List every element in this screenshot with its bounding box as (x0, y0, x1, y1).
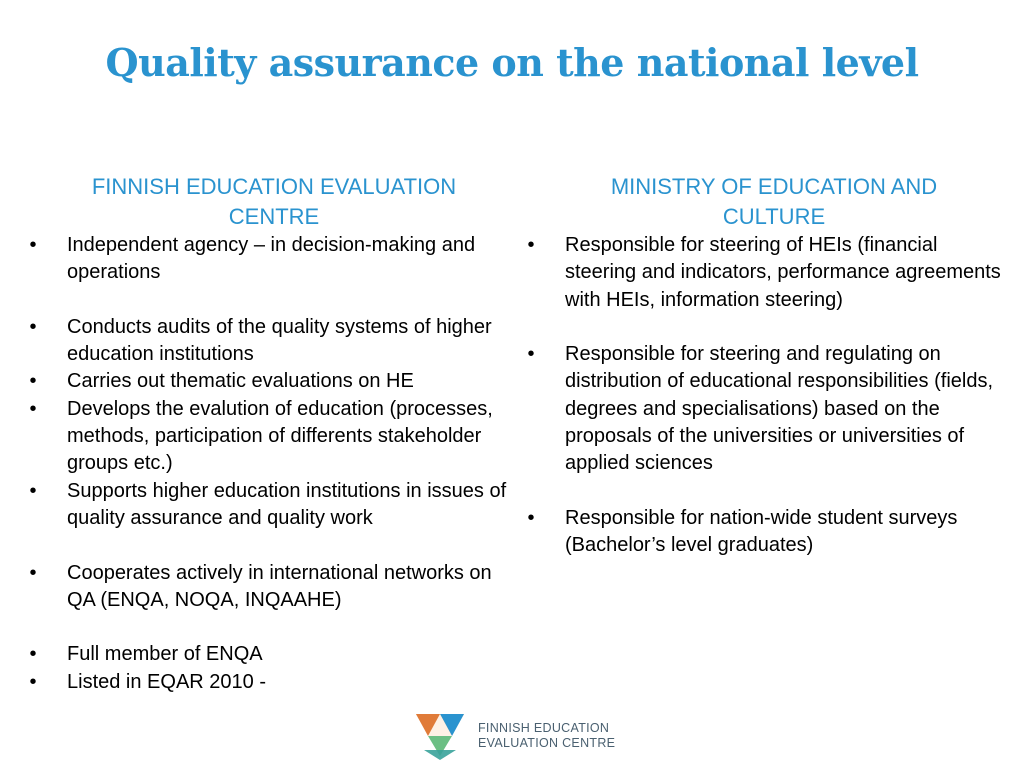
right-heading-line1: MINISTRY OF EDUCATION AND (610, 174, 938, 199)
bullet-icon: • (29, 561, 37, 584)
left-heading-line2: CENTRE (228, 204, 320, 229)
list-item-text: Carries out thematic evaluations on HE (67, 370, 414, 393)
list-item-text: Cooperates actively in international networks on QA (ENQA, NOQA, INQAAHE) (67, 561, 492, 611)
bullet-icon: • (29, 479, 37, 502)
bullet-icon: • (29, 370, 37, 393)
list-item (26, 669, 522, 696)
triangle-logo-icon (414, 710, 466, 762)
list-item-text: Responsible for steering and regulating on distribution of educational responsibilities (fields, degrees and specialisations) based on the proposals of the universities or universities of applied sciences (565, 343, 994, 475)
logo-text-line1: FINNISH EDUCATION (478, 721, 610, 735)
right-column (524, 172, 1014, 560)
list-item (26, 368, 522, 395)
list-item-text: Supports higher education institutions in issues of quality assurance and quality work (67, 479, 507, 529)
list-item-text: Responsible for nation-wide student surveys (Bachelor’s level graduates) (565, 506, 958, 557)
list-item (26, 314, 522, 369)
list-item-text: Full member of ENQA (67, 643, 263, 666)
list-item (524, 505, 1014, 560)
bullet-icon: • (29, 397, 37, 420)
logo-text-line2: EVALUATION CENTRE (478, 736, 616, 750)
left-column-heading (26, 172, 522, 232)
organization-logo (414, 710, 615, 762)
bullet-icon: • (527, 506, 535, 529)
slide-title: Quality assurance on the national level (105, 40, 919, 85)
right-heading-line2: CULTURE (722, 204, 826, 229)
list-item-text: Conducts audits of the quality systems of higher education institutions (67, 315, 492, 366)
list-item (26, 396, 522, 478)
bullet-icon: • (527, 234, 535, 256)
list-item (524, 341, 1014, 477)
list-item-text: Develops the evalution of education (processes, methods, participation of differents stakeholder groups etc.) (67, 397, 493, 475)
list-item (524, 232, 1014, 314)
bullet-icon: • (29, 315, 37, 338)
list-item (26, 478, 522, 533)
right-column-heading (524, 172, 1024, 232)
list-item-text: Independent agency – in decision-making and operations (67, 234, 476, 284)
bullet-icon: • (29, 234, 37, 256)
bullet-icon: • (29, 670, 37, 693)
bullet-icon: • (29, 643, 37, 666)
left-column (26, 172, 522, 696)
list-item-text: Listed in EQAR 2010 - (67, 670, 266, 693)
bullet-icon: • (527, 343, 535, 366)
list-item-text: Responsible for steering of HEIs (financial steering and indicators, performance agreements with HEIs, information steering) (565, 234, 1001, 311)
list-item (26, 232, 522, 287)
right-bullet-list (524, 232, 1014, 560)
list-item (26, 560, 522, 615)
left-heading-line1: FINNISH EDUCATION EVALUATION (91, 174, 457, 199)
list-item (26, 641, 522, 668)
logo-text (478, 721, 615, 751)
left-bullet-list (26, 232, 522, 696)
